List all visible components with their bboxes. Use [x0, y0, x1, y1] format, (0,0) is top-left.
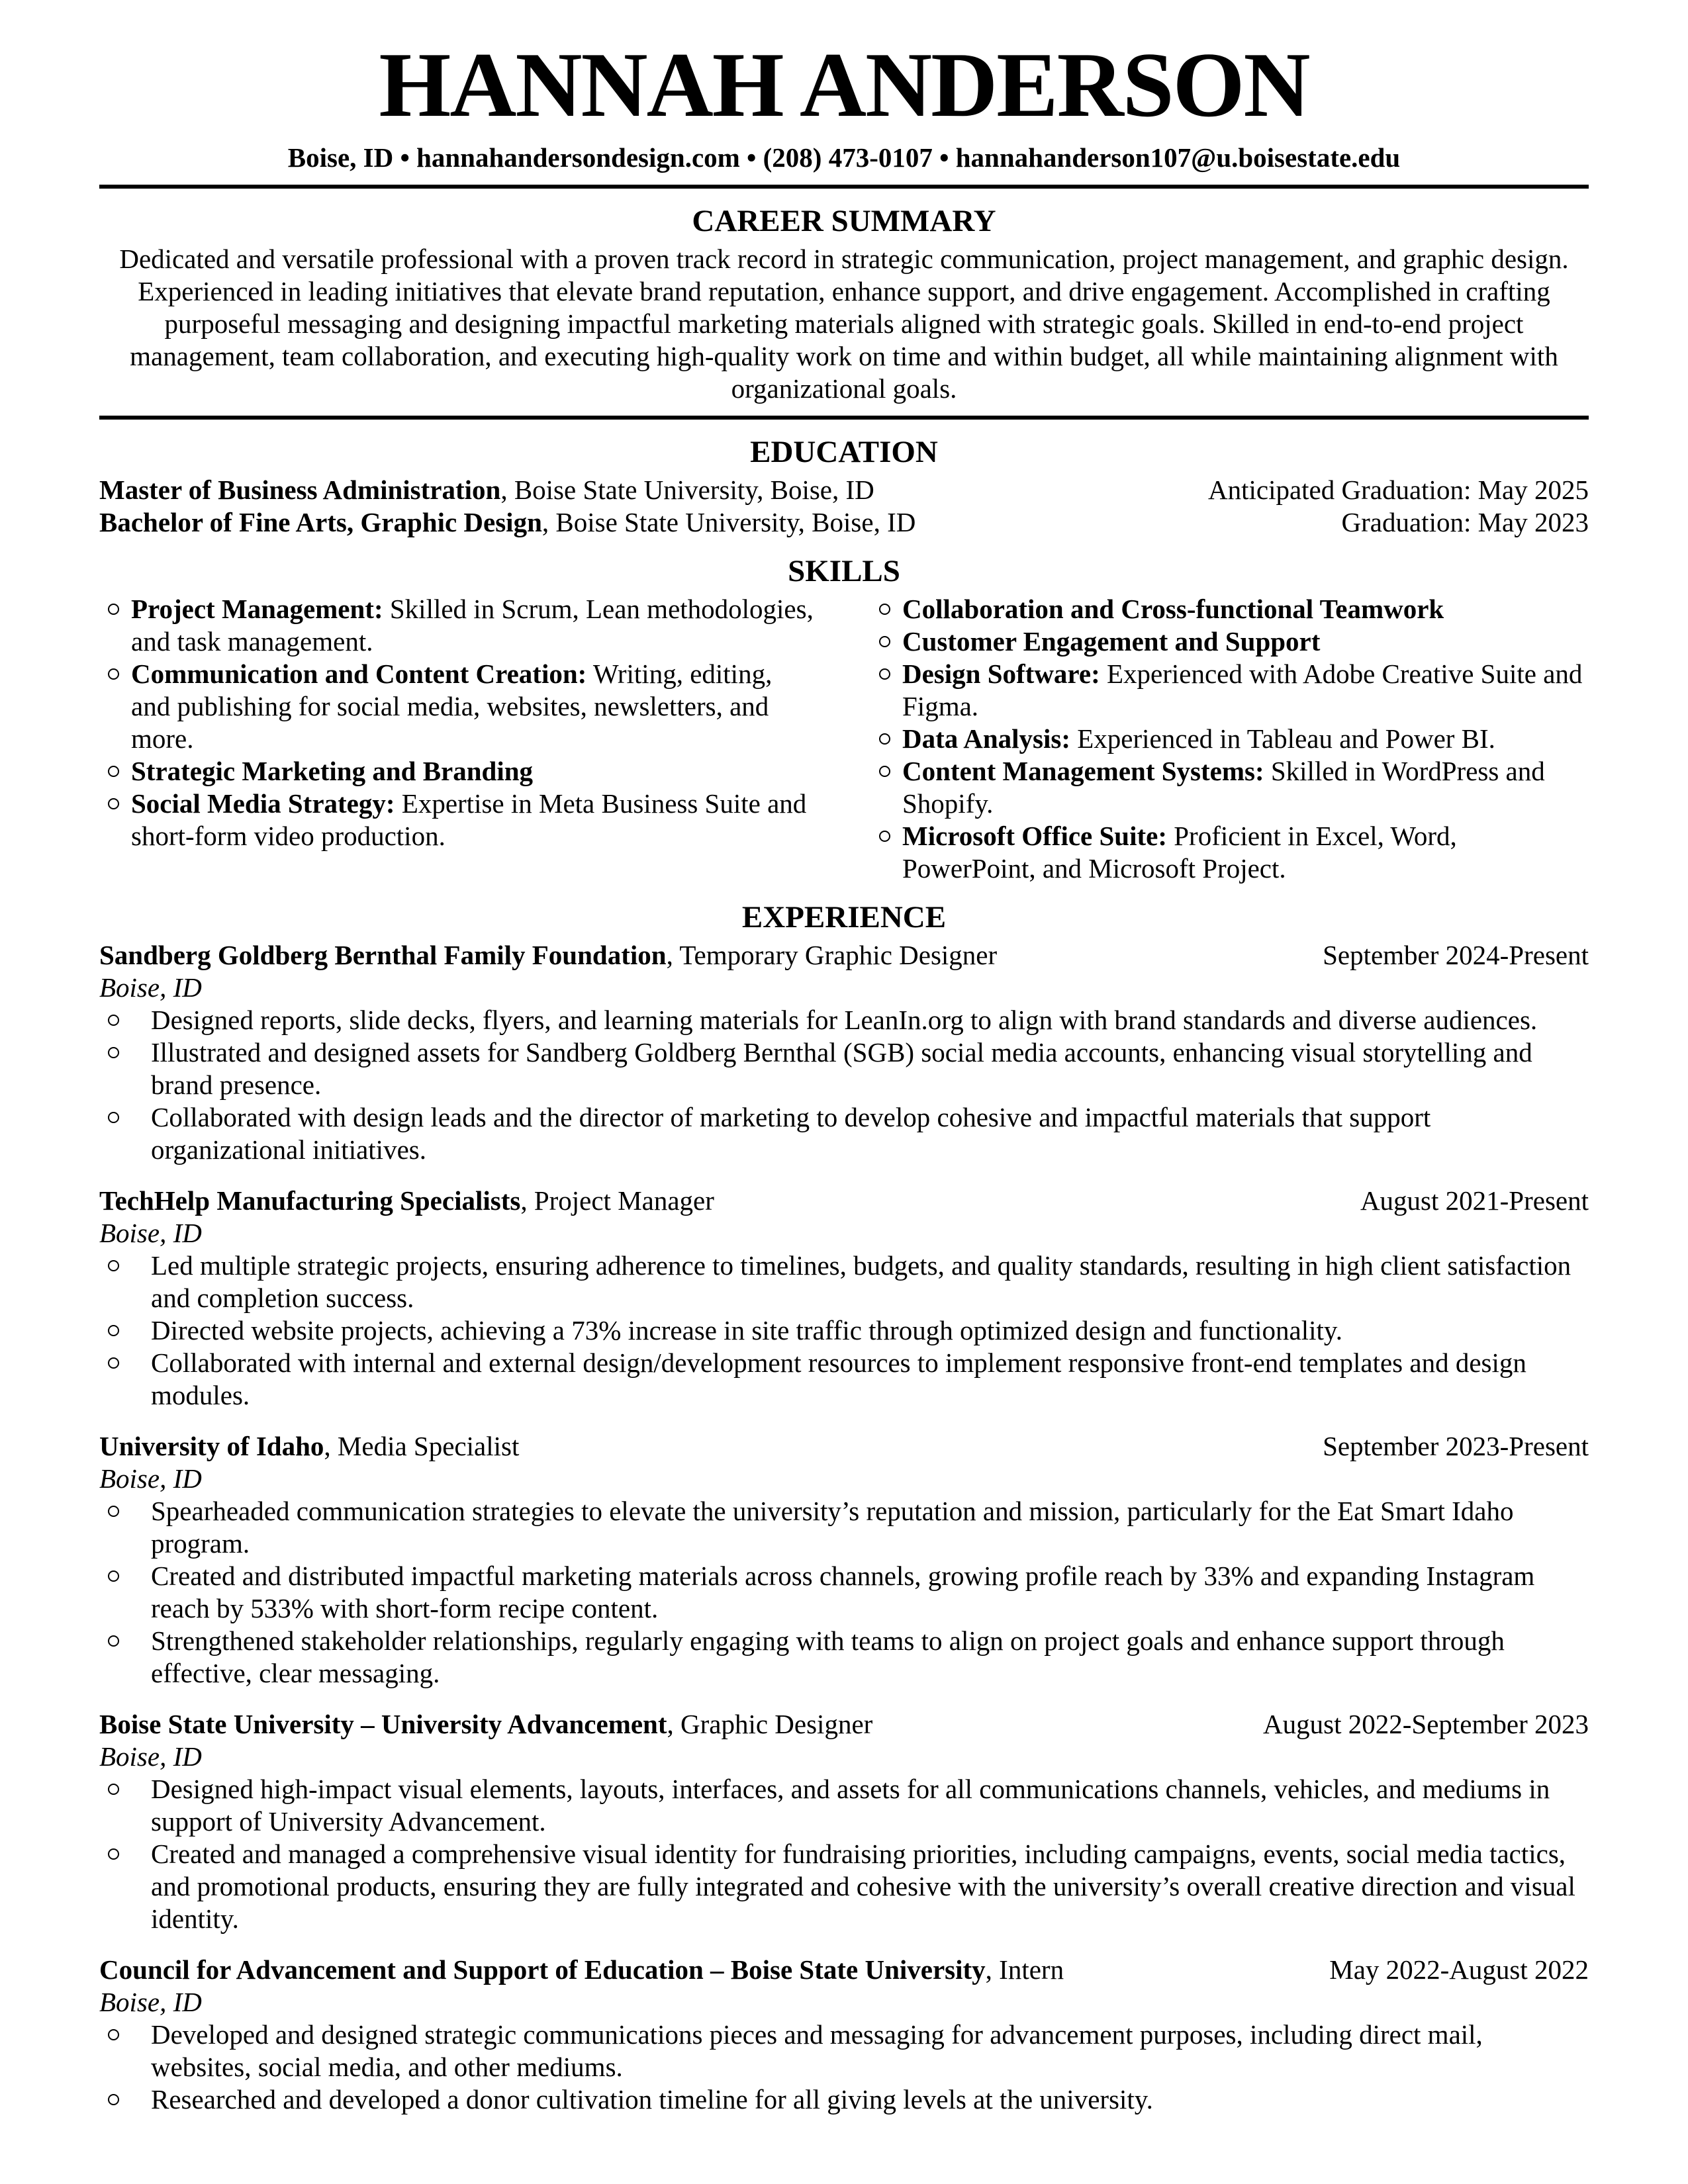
bullet-icon — [879, 668, 890, 680]
skill-desc: Proficient in Excel, Word, PowerPoint, and Microsoft Project. — [902, 821, 1457, 884]
bullet-icon — [879, 831, 890, 842]
education-date: Graduation: May 2023 — [1341, 507, 1589, 537]
job-bullet-text: Researched and developed a donor cultivation timeline for all giving levels at the university. — [151, 2084, 1153, 2115]
job-title-line — [99, 1954, 1329, 1986]
skill-item — [870, 625, 1589, 658]
job-location: Boise, ID — [99, 1741, 202, 1772]
job-header — [99, 939, 1589, 972]
skill-desc: Experienced with Adobe Creative Suite and Figma. — [902, 659, 1583, 721]
job-bullet — [99, 1838, 1589, 1935]
bullet-icon — [879, 766, 890, 777]
job-bullet-text: Designed reports, slide decks, flyers, and learning materials for LeanIn.org to align with brand standards and diverse audiences. — [151, 1005, 1538, 1035]
job-date: August 2021-Present — [1360, 1185, 1589, 1216]
job-date: May 2022-August 2022 — [1329, 1954, 1589, 1985]
job-role: , Intern — [985, 1954, 1064, 1985]
bullet-icon — [108, 1112, 119, 1123]
bullet-icon — [879, 636, 890, 647]
skill-label: Communication and Content Creation: — [131, 659, 587, 689]
bullet-icon — [108, 2029, 119, 2040]
bullet-icon — [108, 1635, 119, 1647]
skill-item — [99, 593, 814, 658]
experience-entry — [99, 1954, 1589, 2116]
skill-desc: Expertise in Meta Business Suite and short-form video production. — [131, 788, 807, 851]
job-header — [99, 1954, 1589, 1986]
summary-divider — [99, 416, 1589, 420]
job-date: August 2022-September 2023 — [1263, 1709, 1589, 1739]
bullet-icon — [108, 1047, 119, 1058]
experience-entry — [99, 1430, 1589, 1690]
education-entry — [99, 474, 1589, 506]
bullet-icon — [108, 604, 119, 615]
bullet-icon — [108, 1848, 119, 1860]
section-title-career-summary: CAREER SUMMARY — [692, 204, 996, 238]
job-bullet-text: Strengthened stakeholder relationships, regularly engaging with teams to align on project goals and enhance support through effective, clear messaging. — [151, 1625, 1505, 1688]
experience-entry — [99, 1708, 1589, 1935]
job-bullet — [99, 2019, 1589, 2083]
degree-name: Master of Business Administration — [99, 475, 501, 505]
job-bullet-text: Collaborated with internal and external design/development resources to implement responsive front-end templates and design modules. — [151, 1347, 1526, 1410]
job-bullet — [99, 1625, 1589, 1690]
job-title-line — [99, 1185, 1360, 1217]
experience-entry — [99, 939, 1589, 1166]
skill-label: Social Media Strategy: — [131, 788, 395, 819]
job-company: Sandberg Goldberg Bernthal Family Foundation — [99, 940, 667, 970]
job-title-line — [99, 1708, 1263, 1741]
job-bullet-text: Illustrated and designed assets for Sandberg Goldberg Bernthal (SGB) social media accounts, enhancing visual storytelling and brand presence. — [151, 1037, 1532, 1100]
job-header — [99, 1430, 1589, 1463]
bullet-icon — [108, 1506, 119, 1517]
skill-item — [870, 593, 1589, 625]
job-bullet — [99, 1250, 1589, 1314]
job-bullet-text: Created and managed a comprehensive visual identity for fundraising priorities, including campaigns, events, social media tactics, and promotional products, ensuring they are fully integrated and cohesive with the university’s overall creative direction and visual identity. — [151, 1839, 1575, 1934]
bullet-icon — [108, 1325, 119, 1336]
degree-school: , Boise State University, Boise, ID — [541, 507, 916, 537]
job-header — [99, 1185, 1589, 1217]
job-bullet-text: Directed website projects, achieving a 73% increase in site traffic through optimized design and functionality. — [151, 1315, 1342, 1345]
job-company: Boise State University – University Advancement — [99, 1709, 667, 1739]
skill-item — [99, 788, 814, 852]
job-role: , Project Manager — [520, 1185, 714, 1216]
job-bullet — [99, 1560, 1589, 1625]
bullet-icon — [108, 668, 119, 680]
skills-column-right — [870, 593, 1589, 885]
job-bullet-text: Developed and designed strategic communications pieces and messaging for advancement purposes, including direct mail, websites, social media, and other mediums. — [151, 2019, 1483, 2082]
degree-school: , Boise State University, Boise, ID — [500, 475, 874, 505]
job-date: September 2024-Present — [1323, 940, 1589, 970]
job-role: , Graphic Designer — [667, 1709, 873, 1739]
job-role: , Temporary Graphic Designer — [666, 940, 998, 970]
education-degree-line — [99, 506, 1342, 539]
bullet-icon — [108, 1784, 119, 1795]
job-bullet — [99, 2083, 1589, 2116]
section-title-experience: EXPERIENCE — [741, 900, 947, 934]
skill-desc: Writing, editing, and publishing for social media, websites, newsletters, and more. — [131, 659, 773, 754]
contact-line: Boise, ID • hannahandersondesign.com • (208) 473-0107 • hannahanderson107@u.boisestate.edu — [287, 142, 1401, 173]
education-degree-line — [99, 474, 1208, 506]
education-entry — [99, 506, 1589, 539]
job-bullet — [99, 1101, 1589, 1166]
bullet-icon — [879, 733, 890, 745]
skill-desc: Skilled in Scrum, Lean methodologies, and task management. — [131, 594, 814, 657]
skills-columns — [99, 593, 1589, 885]
job-bullet — [99, 1495, 1589, 1560]
bullet-icon — [108, 1357, 119, 1369]
section-title-skills: SKILLS — [788, 554, 900, 588]
job-role: , Media Specialist — [324, 1431, 520, 1461]
job-bullet — [99, 1036, 1589, 1101]
skill-item — [99, 658, 814, 755]
job-bullet — [99, 1004, 1589, 1036]
job-bullet — [99, 1347, 1589, 1412]
skill-label: Data Analysis: — [902, 723, 1071, 754]
degree-name: Bachelor of Fine Arts, Graphic Design — [99, 507, 542, 537]
header-divider — [99, 185, 1589, 189]
skill-item — [870, 755, 1589, 820]
skill-label: Microsoft Office Suite: — [902, 821, 1167, 851]
skill-label: Strategic Marketing and Branding — [131, 756, 534, 786]
bullet-icon — [108, 798, 119, 809]
career-summary-text: Dedicated and versatile professional with a proven track record in strategic communication, project management, and graphic design. Experienced in leading initiatives that elevate brand reputation, enhance support, and drive engagement. Accomplished in crafting purposeful messaging and designing impactful marketing materials aligned with strategic goals. Skilled in end-to-end project management, team collaboration, and executing high-quality work on time and within budget, all while maintaining alignment with organizational goals. — [119, 244, 1569, 404]
job-header — [99, 1708, 1589, 1741]
bullet-icon — [108, 766, 119, 777]
skills-column-left — [99, 593, 814, 885]
skill-label: Customer Engagement and Support — [902, 626, 1321, 657]
skill-label: Content Management Systems: — [902, 756, 1264, 786]
skill-desc: Experienced in Tableau and Power BI. — [1077, 723, 1495, 754]
job-location: Boise, ID — [99, 1987, 202, 2017]
job-bullet-text: Designed high-impact visual elements, layouts, interfaces, and assets for all communications channels, vehicles, and mediums in support of University Advancement. — [151, 1774, 1550, 1837]
bullet-icon — [879, 604, 890, 615]
job-bullet-text: Created and distributed impactful marketing materials across channels, growing profile reach by 33% and expanding Instagram reach by 533% with short-form recipe content. — [151, 1561, 1535, 1623]
skill-label: Design Software: — [902, 659, 1100, 689]
skill-item — [870, 820, 1589, 885]
job-company: University of Idaho — [99, 1431, 324, 1461]
job-bullet — [99, 1773, 1589, 1838]
skill-item — [99, 755, 814, 788]
job-location: Boise, ID — [99, 972, 202, 1003]
job-company: Council for Advancement and Support of Education – Boise State University — [99, 1954, 986, 1985]
job-bullet — [99, 1314, 1589, 1347]
job-date: September 2023-Present — [1323, 1431, 1589, 1461]
job-bullet-text: Collaborated with design leads and the director of marketing to develop cohesive and impactful materials that support organizational initiatives. — [151, 1102, 1431, 1165]
resume-name: HANNAH ANDERSON — [379, 34, 1309, 136]
skill-item — [870, 723, 1589, 755]
section-title-education: EDUCATION — [750, 435, 938, 469]
job-company: TechHelp Manufacturing Specialists — [99, 1185, 521, 1216]
bullet-icon — [108, 2094, 119, 2105]
skill-desc: Skilled in WordPress and Shopify. — [902, 756, 1545, 819]
job-title-line — [99, 939, 1323, 972]
job-title-line — [99, 1430, 1323, 1463]
job-location: Boise, ID — [99, 1463, 202, 1494]
skill-item — [870, 658, 1589, 723]
experience-entry — [99, 1185, 1589, 1412]
skill-label: Collaboration and Cross-functional Teamwork — [902, 594, 1444, 624]
job-location: Boise, ID — [99, 1218, 202, 1248]
job-bullet-text: Spearheaded communication strategies to elevate the university’s reputation and mission, particularly for the Eat Smart Idaho program. — [151, 1496, 1514, 1559]
bullet-icon — [108, 1015, 119, 1026]
job-bullet-text: Led multiple strategic projects, ensuring adherence to timelines, budgets, and quality standards, resulting in high client satisfaction and completion success. — [151, 1250, 1571, 1313]
bullet-icon — [108, 1570, 119, 1582]
skill-label: Project Management: — [131, 594, 383, 624]
education-date: Anticipated Graduation: May 2025 — [1207, 475, 1589, 505]
bullet-icon — [108, 1260, 119, 1271]
